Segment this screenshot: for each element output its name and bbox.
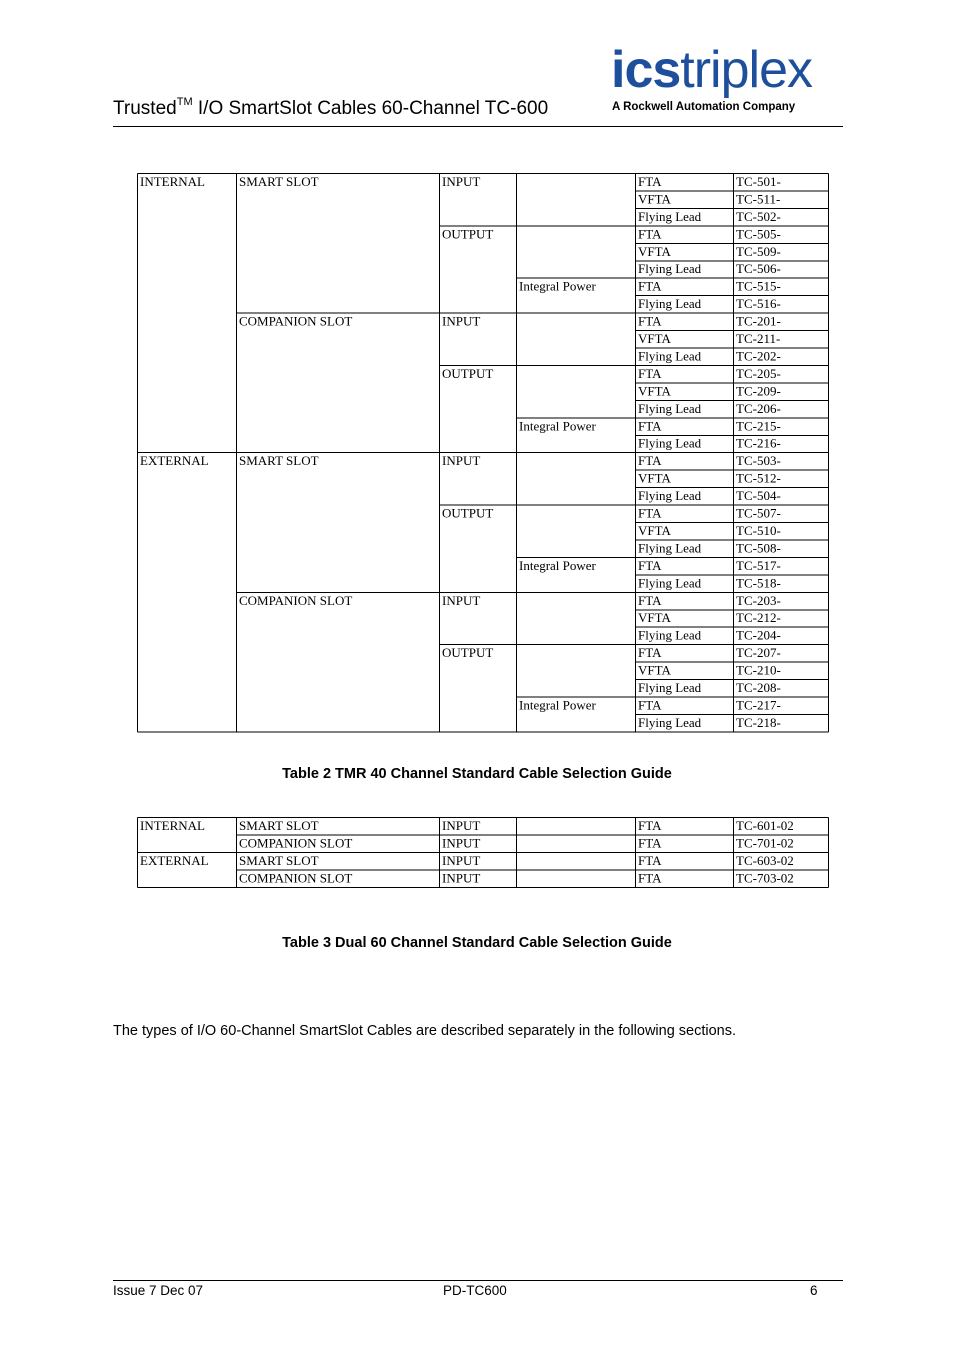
logo-word-ics: ics (611, 41, 681, 99)
table-cell: TC-210- (736, 662, 781, 678)
table-cell: INPUT (442, 453, 481, 469)
footer-issue: Issue 7 Dec 07 (113, 1283, 204, 1298)
table-cell: INPUT (442, 818, 481, 833)
table-cell: FTA (638, 453, 662, 469)
table-cell: SMART SLOT (239, 853, 319, 868)
table-cell: FTA (638, 418, 662, 434)
table-tmr-40-channel (137, 173, 829, 733)
table-cell: SMART SLOT (239, 818, 319, 833)
table-cell: TC-211- (736, 331, 781, 346)
table-cell: FTA (638, 365, 662, 381)
table-cell: Flying Lead (638, 296, 702, 312)
table-cell: FTA (638, 557, 662, 573)
table-cell: Flying Lead (638, 208, 702, 224)
table-cell: TC-603-02 (736, 853, 794, 868)
table-cell: FTA (638, 278, 662, 294)
table2-caption: Table 2 TMR 40 Channel Standard Cable Selection Guide (282, 766, 672, 782)
company-logo (611, 40, 843, 120)
table-cell: TC-501- (736, 173, 781, 189)
table-cell: FTA (638, 592, 662, 608)
table-cell: INPUT (442, 592, 481, 608)
table-cell: TC-215- (736, 418, 781, 434)
table-cell: INPUT (442, 853, 481, 868)
table-cell: TC-508- (736, 540, 781, 556)
table-cell: INPUT (442, 173, 481, 189)
table-cell: EXTERNAL (140, 453, 209, 469)
table-cell: TC-510- (736, 522, 781, 538)
table-cell: TC-216- (736, 435, 781, 451)
table-cell: VFTA (638, 470, 671, 486)
table-cell: OUTPUT (442, 365, 494, 381)
table-cell: TC-506- (736, 261, 781, 277)
table-dual-60-channel (137, 817, 829, 887)
table-cell: COMPANION SLOT (239, 870, 353, 886)
table-cell: FTA (638, 505, 662, 521)
table-cell: VFTA (638, 522, 671, 538)
table-cell: TC-516- (736, 296, 781, 312)
table-cell: INPUT (442, 870, 481, 886)
page-header-title (113, 98, 548, 120)
table-cell: SMART SLOT (239, 453, 319, 469)
table-cell: TC-205- (736, 365, 781, 381)
header-title-rest: I/O SmartSlot Cables 60-Channel TC-600 (192, 98, 549, 119)
logo-word-triplex: triplex (680, 41, 813, 99)
table-cell: TC-208- (736, 680, 781, 695)
table-cell: Flying Lead (638, 261, 702, 277)
table-cell: Integral Power (519, 278, 596, 294)
table-cell: INPUT (442, 835, 481, 851)
trademark-superscript: TM (176, 96, 193, 108)
table-cell: INTERNAL (140, 173, 205, 189)
header-title-prefix: Trusted (113, 98, 177, 119)
table-cell: FTA (638, 697, 662, 713)
table-cell: TC-502- (736, 208, 781, 224)
table-cell: Flying Lead (638, 540, 702, 556)
table-cell: OUTPUT (442, 645, 494, 661)
table-cell: SMART SLOT (239, 173, 319, 189)
table-cell: Flying Lead (638, 680, 702, 695)
logo-wordmark (611, 40, 812, 100)
table-cell: TC-504- (736, 488, 781, 504)
table-cell: Integral Power (519, 697, 596, 713)
table-cell: VFTA (638, 331, 671, 346)
table-cell: VFTA (638, 243, 671, 259)
table-cell: VFTA (638, 191, 671, 207)
table-cell: TC-703-02 (736, 870, 794, 886)
table-cell: VFTA (638, 610, 671, 626)
table-cell: COMPANION SLOT (239, 835, 353, 851)
table-cell: VFTA (638, 662, 671, 678)
table-cell: TC-218- (736, 714, 781, 730)
table-cell: FTA (638, 226, 662, 242)
table-cell: FTA (638, 313, 662, 329)
table-cell: COMPANION SLOT (239, 313, 353, 329)
table-cell: TC-203- (736, 592, 781, 608)
table-cell: OUTPUT (442, 505, 494, 521)
table-cell: Flying Lead (638, 714, 702, 730)
table-cell: TC-601-02 (736, 818, 794, 833)
table-cell: Integral Power (519, 557, 596, 573)
table-cell: TC-206- (736, 400, 781, 416)
table-cell: TC-518- (736, 575, 781, 591)
table-cell: INPUT (442, 313, 481, 329)
table-cell: Integral Power (519, 418, 596, 434)
table3-caption: Table 3 Dual 60 Channel Standard Cable Selection Guide (282, 935, 672, 951)
table-cell: TC-503- (736, 453, 781, 469)
table-cell: INTERNAL (140, 818, 205, 833)
table-cell: EXTERNAL (140, 853, 209, 868)
table-cell: Flying Lead (638, 488, 702, 504)
table-cell: FTA (638, 173, 662, 189)
table-cell: Flying Lead (638, 435, 702, 451)
table-cell: Flying Lead (638, 575, 702, 591)
table-cell: TC-511- (736, 191, 781, 207)
table-cell: TC-201- (736, 313, 781, 329)
table-cell: FTA (638, 645, 662, 661)
table-cell: COMPANION SLOT (239, 592, 353, 608)
table-cell: TC-509- (736, 243, 781, 259)
table-cell: TC-207- (736, 645, 781, 661)
table-cell: Flying Lead (638, 348, 702, 364)
header-divider (113, 126, 843, 127)
table-cell: TC-507- (736, 505, 781, 521)
body-paragraph: The types of I/O 60-Channel SmartSlot Cables are described separately in the following sections. (113, 1023, 737, 1039)
table-cell: TC-209- (736, 383, 781, 399)
table-cell: TC-505- (736, 226, 781, 242)
table-cell: TC-512- (736, 470, 781, 486)
table-cell: FTA (638, 853, 662, 868)
table-cell: FTA (638, 818, 662, 833)
table-cell: TC-217- (736, 697, 781, 713)
footer-divider (113, 1280, 843, 1281)
logo-tagline-rest: Company (739, 101, 796, 113)
logo-tagline-strong: A Rockwell Automation (612, 101, 740, 113)
table-cell: OUTPUT (442, 226, 494, 242)
table-cell: Flying Lead (638, 400, 702, 416)
table-cell: TC-515- (736, 278, 781, 294)
table-cell: VFTA (638, 383, 671, 399)
table-cell: TC-212- (736, 610, 781, 626)
footer-document-id: PD-TC600 (443, 1283, 507, 1298)
table-cell: TC-204- (736, 627, 781, 643)
table-cell: TC-202- (736, 348, 781, 364)
table-cell: FTA (638, 835, 662, 851)
table-cell: FTA (638, 870, 662, 886)
table-cell: Flying Lead (638, 627, 702, 643)
logo-tagline (612, 101, 795, 113)
table-cell: TC-701-02 (736, 835, 794, 851)
footer-page-number: 6 (810, 1283, 818, 1298)
table-cell: TC-517- (736, 557, 781, 573)
